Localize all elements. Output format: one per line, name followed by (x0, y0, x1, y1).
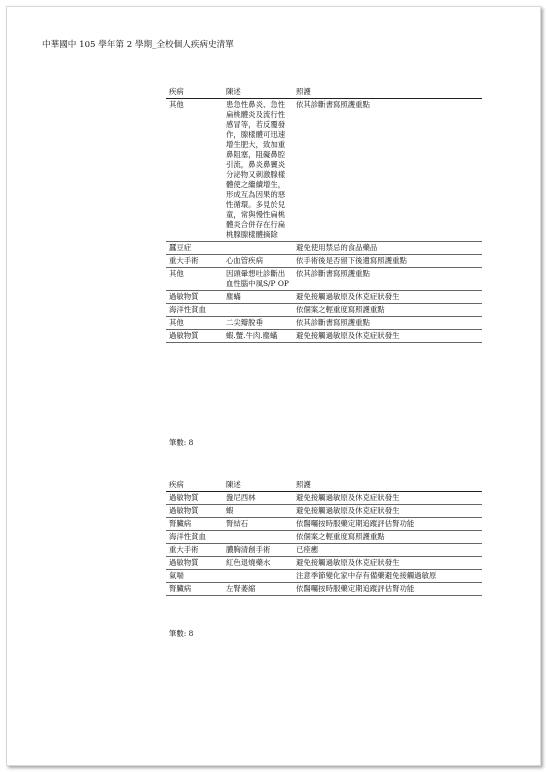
cell-care: 避免接觸過敏原及休克症狀發生 (293, 557, 482, 570)
header-disease: 疾病 (166, 86, 223, 99)
table-row (166, 255, 482, 268)
cell-statement: 膿胸清創手術 (223, 544, 293, 557)
cell-statement: 左腎萎縮 (223, 583, 293, 596)
cell-care: 依其診斷書寫照護重點 (293, 268, 482, 291)
cell-disease: 海洋性貧血 (166, 304, 223, 317)
cell-statement: 紅色退燒藥水 (223, 557, 293, 570)
cell-statement: 因頭暈想吐診斷出血性腦中風S/P OP (223, 268, 293, 291)
table-row (166, 557, 482, 570)
table-row (166, 330, 482, 343)
cell-care: 避免接觸過敏原及休克症狀發生 (293, 291, 482, 304)
table-header-row (166, 479, 482, 492)
document-title: 中華國中 105 學年第 2 學期_全校個人疾病史清單 (42, 40, 234, 50)
table-row (166, 99, 482, 242)
cell-care: 避免使用禁忌的食品藥品 (293, 242, 482, 255)
table-row (166, 242, 482, 255)
cell-statement: 盤尼西林 (223, 492, 293, 505)
cell-statement (223, 242, 293, 255)
cell-care: 依其診斷書寫照護重點 (293, 317, 482, 330)
cell-care: 依醫囑按時服藥定期追蹤評估腎功能 (293, 518, 482, 531)
table-row (166, 570, 482, 583)
table-row (166, 317, 482, 330)
cell-care: 避免接觸過敏原及休克症狀發生 (293, 492, 482, 505)
cell-statement: 蝦.蟹.牛肉.塵蟎 (223, 330, 293, 343)
header-statement: 陳述 (223, 86, 293, 99)
cell-disease: 蠶豆症 (166, 242, 223, 255)
cell-disease: 其他 (166, 268, 223, 291)
cell-disease: 氣喘 (166, 570, 223, 583)
cell-statement: 蝦 (223, 505, 293, 518)
table-row (166, 583, 482, 596)
cell-statement: 塵蟎 (223, 291, 293, 304)
table-row (166, 268, 482, 291)
cell-disease: 重大手術 (166, 255, 223, 268)
table-row (166, 492, 482, 505)
cell-statement: 二尖瓣脫垂 (223, 317, 293, 330)
table-row (166, 518, 482, 531)
cell-care: 已痊癒 (293, 544, 482, 557)
cell-disease: 腎臟病 (166, 583, 223, 596)
cell-statement: 患急性鼻炎、急性扁桃體炎及流行性感冒等，若反覆發作，腺樣體可迅速增生肥大，致加重鼻阻塞，阻礙鼻腔引流，鼻炎鼻竇炎分泌物又刺激腺樣體使之繼續增生，形成互為因果的惡性循環。多見於兒童，常與慢性扁桃體炎合併存在行扁桃腺腺樣體摘除 (223, 99, 293, 242)
table-row (166, 531, 482, 544)
cell-statement: 腎結石 (223, 518, 293, 531)
table-row (166, 544, 482, 557)
table-row (166, 505, 482, 518)
cell-care: 避免接觸過敏原及休克症狀發生 (293, 505, 482, 518)
cell-disease: 其他 (166, 317, 223, 330)
record-count-1: 筆數: 8 (169, 438, 194, 447)
cell-statement (223, 304, 293, 317)
cell-statement: 心血管疾病 (223, 255, 293, 268)
record-count-2: 筆數: 8 (169, 629, 194, 638)
cell-disease: 腎臟病 (166, 518, 223, 531)
cell-disease: 重大手術 (166, 544, 223, 557)
table-row (166, 304, 482, 317)
cell-care: 避免接觸過敏原及休克症狀發生 (293, 330, 482, 343)
cell-care: 依手術後是否留下後遺寫照護重點 (293, 255, 482, 268)
header-care: 照護 (293, 479, 482, 492)
disease-history-table-1 (166, 86, 482, 343)
cell-care: 依個案之輕重度寫照護重點 (293, 531, 482, 544)
header-disease: 疾病 (166, 479, 223, 492)
disease-history-table-2 (166, 479, 482, 596)
cell-disease: 海洋性貧血 (166, 531, 223, 544)
cell-disease: 過敏物質 (166, 291, 223, 304)
cell-disease: 過敏物質 (166, 505, 223, 518)
table-header-row (166, 86, 482, 99)
cell-statement (223, 570, 293, 583)
cell-disease: 過敏物質 (166, 330, 223, 343)
cell-care: 依醫囑按時服藥定期追蹤評估腎功能 (293, 583, 482, 596)
cell-disease: 其他 (166, 99, 223, 242)
cell-care: 注意季節變化家中存有備藥避免接觸過敏原 (293, 570, 482, 583)
cell-care: 依其診斷書寫照護重點 (293, 99, 482, 242)
header-statement: 陳述 (223, 479, 293, 492)
cell-disease: 過敏物質 (166, 492, 223, 505)
header-care: 照護 (293, 86, 482, 99)
cell-disease: 過敏物質 (166, 557, 223, 570)
cell-care: 依個案之輕重度寫照護重點 (293, 304, 482, 317)
table-row (166, 291, 482, 304)
cell-statement (223, 531, 293, 544)
